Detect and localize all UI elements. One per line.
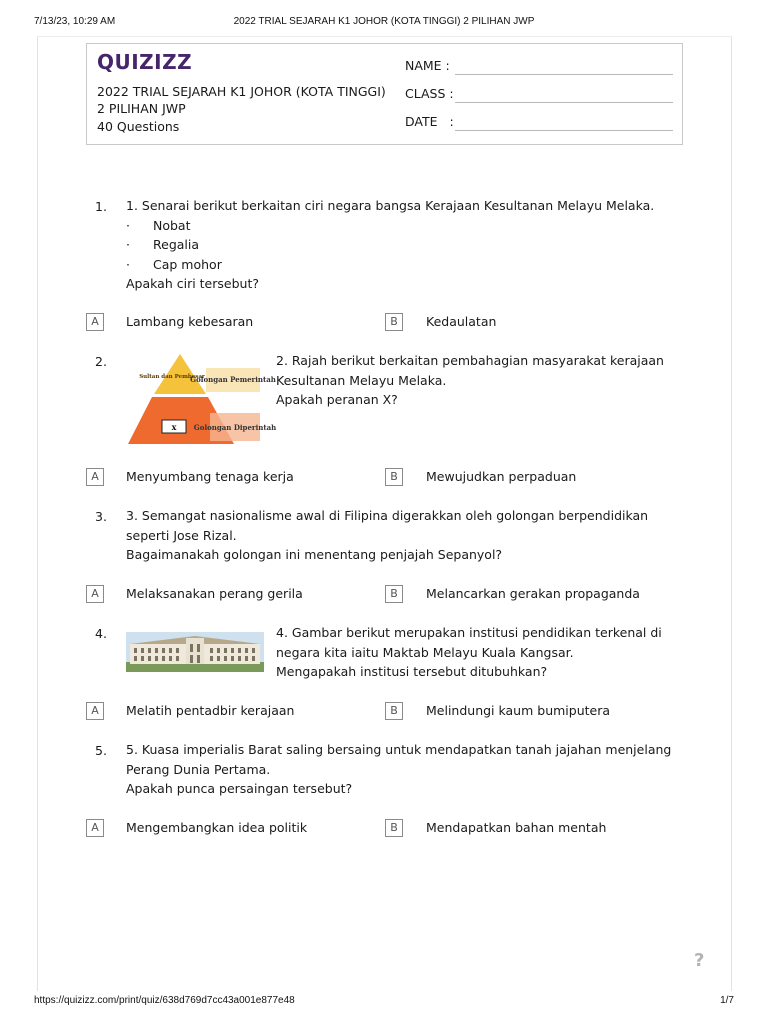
- date-label: DATE :: [405, 114, 454, 129]
- question-line: Bagaimanakah golongan ini menentang penjajah Sepanyol?: [126, 547, 503, 562]
- class-label: CLASS :: [405, 86, 454, 101]
- bullet-dot: ·: [126, 237, 130, 252]
- question-line: Kesultanan Melayu Melaka.: [276, 372, 447, 388]
- question-line: 2. Rajah berikut berkaitan pembahagian masyarakat kerajaan: [276, 353, 664, 368]
- date-line: [455, 130, 673, 131]
- question-1-prompt: Apakah ciri tersebut?: [126, 276, 259, 291]
- option-letter-b[interactable]: B: [385, 585, 403, 603]
- option-letter-a[interactable]: A: [86, 585, 104, 603]
- figure-top-right-label: Golongan Pemerintah: [190, 375, 276, 384]
- bullet-dot: ·: [126, 217, 130, 233]
- question-4-number: 4.: [95, 626, 107, 641]
- question-line: Apakah peranan X?: [276, 392, 398, 407]
- option-letter-b[interactable]: B: [385, 702, 403, 720]
- option-text-a[interactable]: Melatih pentadbir kerajaan: [126, 703, 295, 718]
- society-pyramid-figure: [126, 352, 277, 446]
- print-datetime: 7/13/23, 10:29 AM: [34, 16, 116, 27]
- bullet-text: Nobat: [153, 217, 191, 233]
- quiz-header: [86, 43, 683, 145]
- bullet-dot: ·: [126, 256, 130, 272]
- page-border-right: [731, 36, 732, 991]
- question-line: Mengapakah institusi tersebut ditubuhkan?: [276, 664, 548, 679]
- page-number: 1/7: [720, 995, 734, 1006]
- question-line: 4. Gambar berikut merupakan institusi pendidikan terkenal di: [276, 625, 662, 640]
- figure-bottom-right-label: Golongan Diperintah: [193, 423, 277, 432]
- question-line: Apakah punca persaingan tersebut?: [126, 781, 353, 796]
- print-title: 2022 TRIAL SEJARAH K1 JOHOR (KOTA TINGGI) 2 PILIHAN JWP: [233, 16, 535, 27]
- question-5-text: [126, 740, 706, 799]
- option-letter-a[interactable]: A: [86, 819, 104, 837]
- question-count: 40 Questions: [97, 119, 180, 134]
- question-1-bullet: [126, 216, 686, 236]
- option-text-b[interactable]: Mendapatkan bahan mentah: [426, 820, 607, 835]
- page-border-top: [37, 36, 732, 37]
- option-letter-a[interactable]: A: [86, 313, 104, 331]
- option-letter-a[interactable]: A: [86, 702, 104, 720]
- bullet-text: Regalia: [153, 237, 200, 252]
- question-1-bullet: [126, 235, 686, 255]
- help-icon[interactable]: ?: [694, 950, 705, 971]
- mckk-building-photo: [126, 632, 264, 672]
- option-text-b[interactable]: Kedaulatan: [426, 314, 497, 329]
- page-border-left: [37, 36, 38, 991]
- question-1-number: 1.: [95, 199, 107, 214]
- question-line: Perang Dunia Pertama.: [126, 761, 271, 777]
- name-line: [455, 74, 673, 75]
- option-text-b[interactable]: Melancarkan gerakan propaganda: [426, 586, 640, 601]
- question-line: seperti Jose Rizal.: [126, 527, 237, 543]
- question-3-number: 3.: [95, 509, 107, 524]
- figure-x-box: x: [171, 422, 177, 432]
- question-2-number: 2.: [95, 354, 107, 369]
- option-letter-b[interactable]: B: [385, 819, 403, 837]
- option-text-b[interactable]: Mewujudkan perpaduan: [426, 469, 577, 484]
- option-letter-b[interactable]: B: [385, 468, 403, 486]
- question-2-text: [276, 351, 686, 410]
- option-text-a[interactable]: Lambang kebesaran: [126, 314, 254, 329]
- question-1-text: [126, 196, 686, 294]
- option-text-a[interactable]: Mengembangkan idea politik: [126, 820, 308, 835]
- option-letter-b[interactable]: B: [385, 313, 403, 331]
- question-1-bullet: [126, 255, 686, 275]
- option-letter-a[interactable]: A: [86, 468, 104, 486]
- question-line: 3. Semangat nasionalisme awal di Filipina digerakkan oleh golongan berpendidikan: [126, 508, 649, 523]
- question-4-text: [276, 623, 686, 682]
- bullet-text: Cap mohor: [153, 256, 222, 272]
- question-line: 5. Kuasa imperialis Barat saling bersaing untuk mendapatkan tanah jajahan menjelang: [126, 742, 672, 757]
- figure-top-left-label: Sultan dan Pembesar: [139, 374, 205, 380]
- question-line: negara kita iaitu Maktab Melayu Kuala Kangsar.: [276, 644, 574, 660]
- quiz-title: 2022 TRIAL SEJARAH K1 JOHOR (KOTA TINGGI) 2 PILIHAN JWP: [97, 84, 386, 116]
- print-url[interactable]: https://quizizz.com/print/quiz/638d769d7cc43a001e877e48: [34, 995, 295, 1006]
- option-text-a[interactable]: Menyumbang tenaga kerja: [126, 469, 294, 484]
- name-label: NAME :: [405, 58, 450, 73]
- option-text-a[interactable]: Melaksanakan perang gerila: [126, 586, 303, 601]
- question-3-text: [126, 506, 706, 565]
- question-1-stem: 1. Senarai berikut berkaitan ciri negara bangsa Kerajaan Kesultanan Melayu Melaka.: [126, 198, 655, 213]
- class-line: [455, 102, 673, 103]
- option-text-b[interactable]: Melindungi kaum bumiputera: [426, 703, 611, 718]
- quizizz-logo[interactable]: QUIZIZZ: [97, 50, 193, 74]
- question-5-number: 5.: [95, 743, 107, 758]
